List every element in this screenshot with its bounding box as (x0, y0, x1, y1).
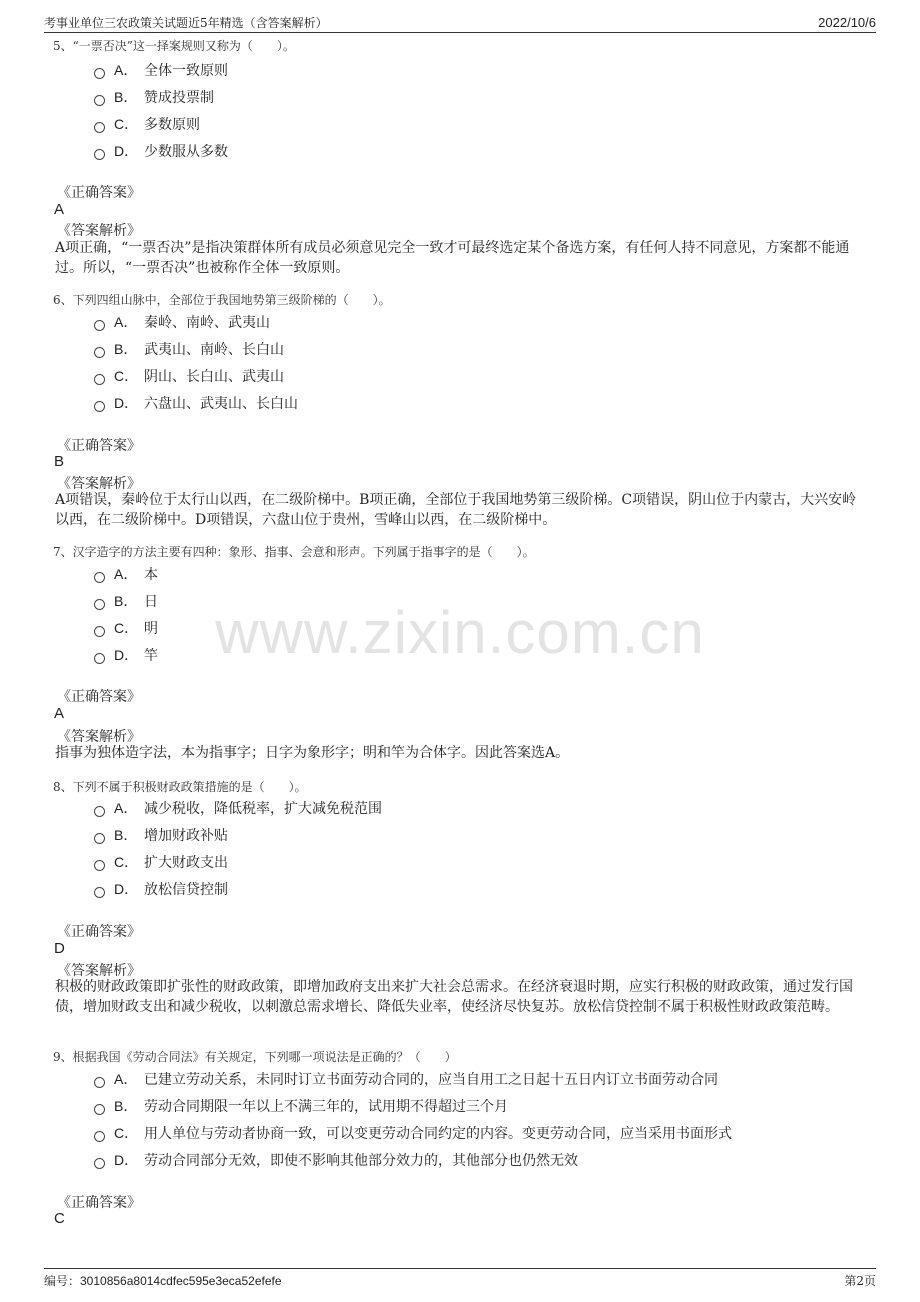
option-d[interactable]: D． 放松信贷控制 (94, 880, 228, 898)
option-b[interactable]: B． 增加财政补贴 (94, 826, 228, 844)
option-a[interactable]: A． 减少税收，降低税率，扩大减免税范围 (94, 799, 382, 817)
explanation-label: 《答案解析》 (57, 223, 141, 239)
question-stem: 8、下列不属于积极财政政策措施的是（ ）。 (53, 780, 307, 794)
radio-icon[interactable] (94, 374, 105, 385)
answer-value: C (54, 1210, 65, 1227)
radio-icon[interactable] (94, 347, 105, 358)
option-b[interactable]: B． 劳动合同期限一年以上不满三年的，试用期不得超过三个月 (94, 1097, 508, 1115)
option-c[interactable]: C． 多数原则 (94, 115, 200, 133)
answer-value: A (54, 201, 65, 218)
option-a[interactable]: A． 秦岭、南岭、武夷山 (94, 313, 270, 331)
correct-answer-label: 《正确答案》 (57, 185, 141, 201)
option-d[interactable]: D． 少数服从多数 (94, 142, 228, 160)
option-a[interactable]: A． 全体一致原则 (94, 61, 228, 79)
answer-value: B (54, 453, 65, 470)
option-b[interactable]: B． 赞成投票制 (94, 88, 214, 106)
question-stem: 6、下列四组山脉中，全部位于我国地势第三级阶梯的（ ）。 (53, 293, 391, 307)
radio-icon[interactable] (94, 1104, 105, 1115)
radio-icon[interactable] (94, 599, 105, 610)
document-date: 2022/10/6 (818, 14, 876, 30)
radio-icon[interactable] (94, 1131, 105, 1142)
correct-answer-label: 《正确答案》 (57, 924, 141, 940)
page-footer (44, 1268, 876, 1291)
watermark: www.zixin.com.cn (215, 599, 705, 666)
page-number: 第2页 (844, 1273, 876, 1288)
option-c[interactable]: C． 扩大财政支出 (94, 853, 228, 871)
option-d[interactable]: D． 六盘山、武夷山、长白山 (94, 394, 298, 412)
radio-icon[interactable] (94, 626, 105, 637)
radio-icon[interactable] (94, 572, 105, 583)
radio-icon[interactable] (94, 149, 105, 160)
document-title: 考事业单位三农政策关试题近5年精选（含答案解析） (44, 15, 328, 30)
answer-value: A (54, 705, 65, 722)
explanation-label: 《答案解析》 (57, 476, 141, 492)
radio-icon[interactable] (94, 1077, 105, 1088)
option-b[interactable]: B． 武夷山、南岭、长白山 (94, 340, 284, 358)
radio-icon[interactable] (94, 887, 105, 898)
option-d[interactable]: D． 竿 (94, 646, 158, 664)
option-b[interactable]: B． 日 (94, 592, 158, 610)
explanation-label: 《答案解析》 (57, 729, 141, 745)
radio-icon[interactable] (94, 833, 105, 844)
option-d[interactable]: D． 劳动合同部分无效，即使不影响其他部分效力的，其他部分也仍然无效 (94, 1151, 578, 1169)
radio-icon[interactable] (94, 860, 105, 871)
radio-icon[interactable] (94, 806, 105, 817)
option-c[interactable]: C． 明 (94, 619, 158, 637)
question-stem: 7、汉字造字的方法主要有四种：象形、指事、会意和形声。下列属于指事字的是（ ）。 (53, 545, 535, 559)
radio-icon[interactable] (94, 95, 105, 106)
page-header (44, 12, 876, 33)
correct-answer-label: 《正确答案》 (57, 1195, 141, 1211)
question-stem: 5、“一票否决”这一择案规则又称为（ ）。 (53, 39, 295, 53)
question-stem: 9、根据我国《劳动合同法》有关规定，下列哪一项说法是正确的？（ ） (53, 1050, 457, 1064)
option-a[interactable]: A． 本 (94, 565, 158, 583)
option-c[interactable]: C． 用人单位与劳动者协商一致，可以变更劳动合同约定的内容。变更劳动合同，应当采用书面形式 (94, 1124, 732, 1142)
radio-icon[interactable] (94, 1158, 105, 1169)
explanation-text: 指事为独体造字法，本为指事字；日字为象形字；明和竿为合体字。因此答案选A。 (55, 745, 570, 761)
explanation-label: 《答案解析》 (57, 963, 141, 979)
option-a[interactable]: A． 已建立劳动关系，未同时订立书面劳动合同的，应当自用工之日起十五日内订立书面劳动合同 (94, 1070, 718, 1088)
radio-icon[interactable] (94, 320, 105, 331)
explanation-text: A项正确，“一票否决”是指决策群体所有成员必须意见完全一致才可最终选定某个备选方案，有任何人持不同意见，方案都不能通过。所以，“一票否决”也被称作全体一致原则。 (55, 240, 850, 276)
answer-value: D (54, 940, 65, 957)
explanation-text: A项错误，秦岭位于太行山以西，在二级阶梯中。B项正确，全部位于我国地势第三级阶梯。C项错误，阴山位于内蒙古，大兴安岭以西，在二级阶梯中。D项错误，六盘山位于贵州，雪峰山以西，在二级阶梯中。 (55, 492, 857, 528)
option-c[interactable]: C． 阴山、长白山、武夷山 (94, 367, 284, 385)
radio-icon[interactable] (94, 68, 105, 79)
document-code: 编号：3010856a8014cdfec595e3eca52efefe (44, 1273, 282, 1288)
explanation-text: 积极的财政政策即扩张性的财政政策，即增加政府支出来扩大社会总需求。在经济衰退时期，应实行积极的财政政策，通过发行国债，增加财政支出和减少税收，以刺激总需求增长、降低失业率，使经济尽快复苏。放松信贷控制不属于积极性财政政策范畴。 (55, 979, 853, 1015)
correct-answer-label: 《正确答案》 (57, 438, 141, 454)
correct-answer-label: 《正确答案》 (57, 689, 141, 705)
radio-icon[interactable] (94, 401, 105, 412)
radio-icon[interactable] (94, 653, 105, 664)
radio-icon[interactable] (94, 122, 105, 133)
